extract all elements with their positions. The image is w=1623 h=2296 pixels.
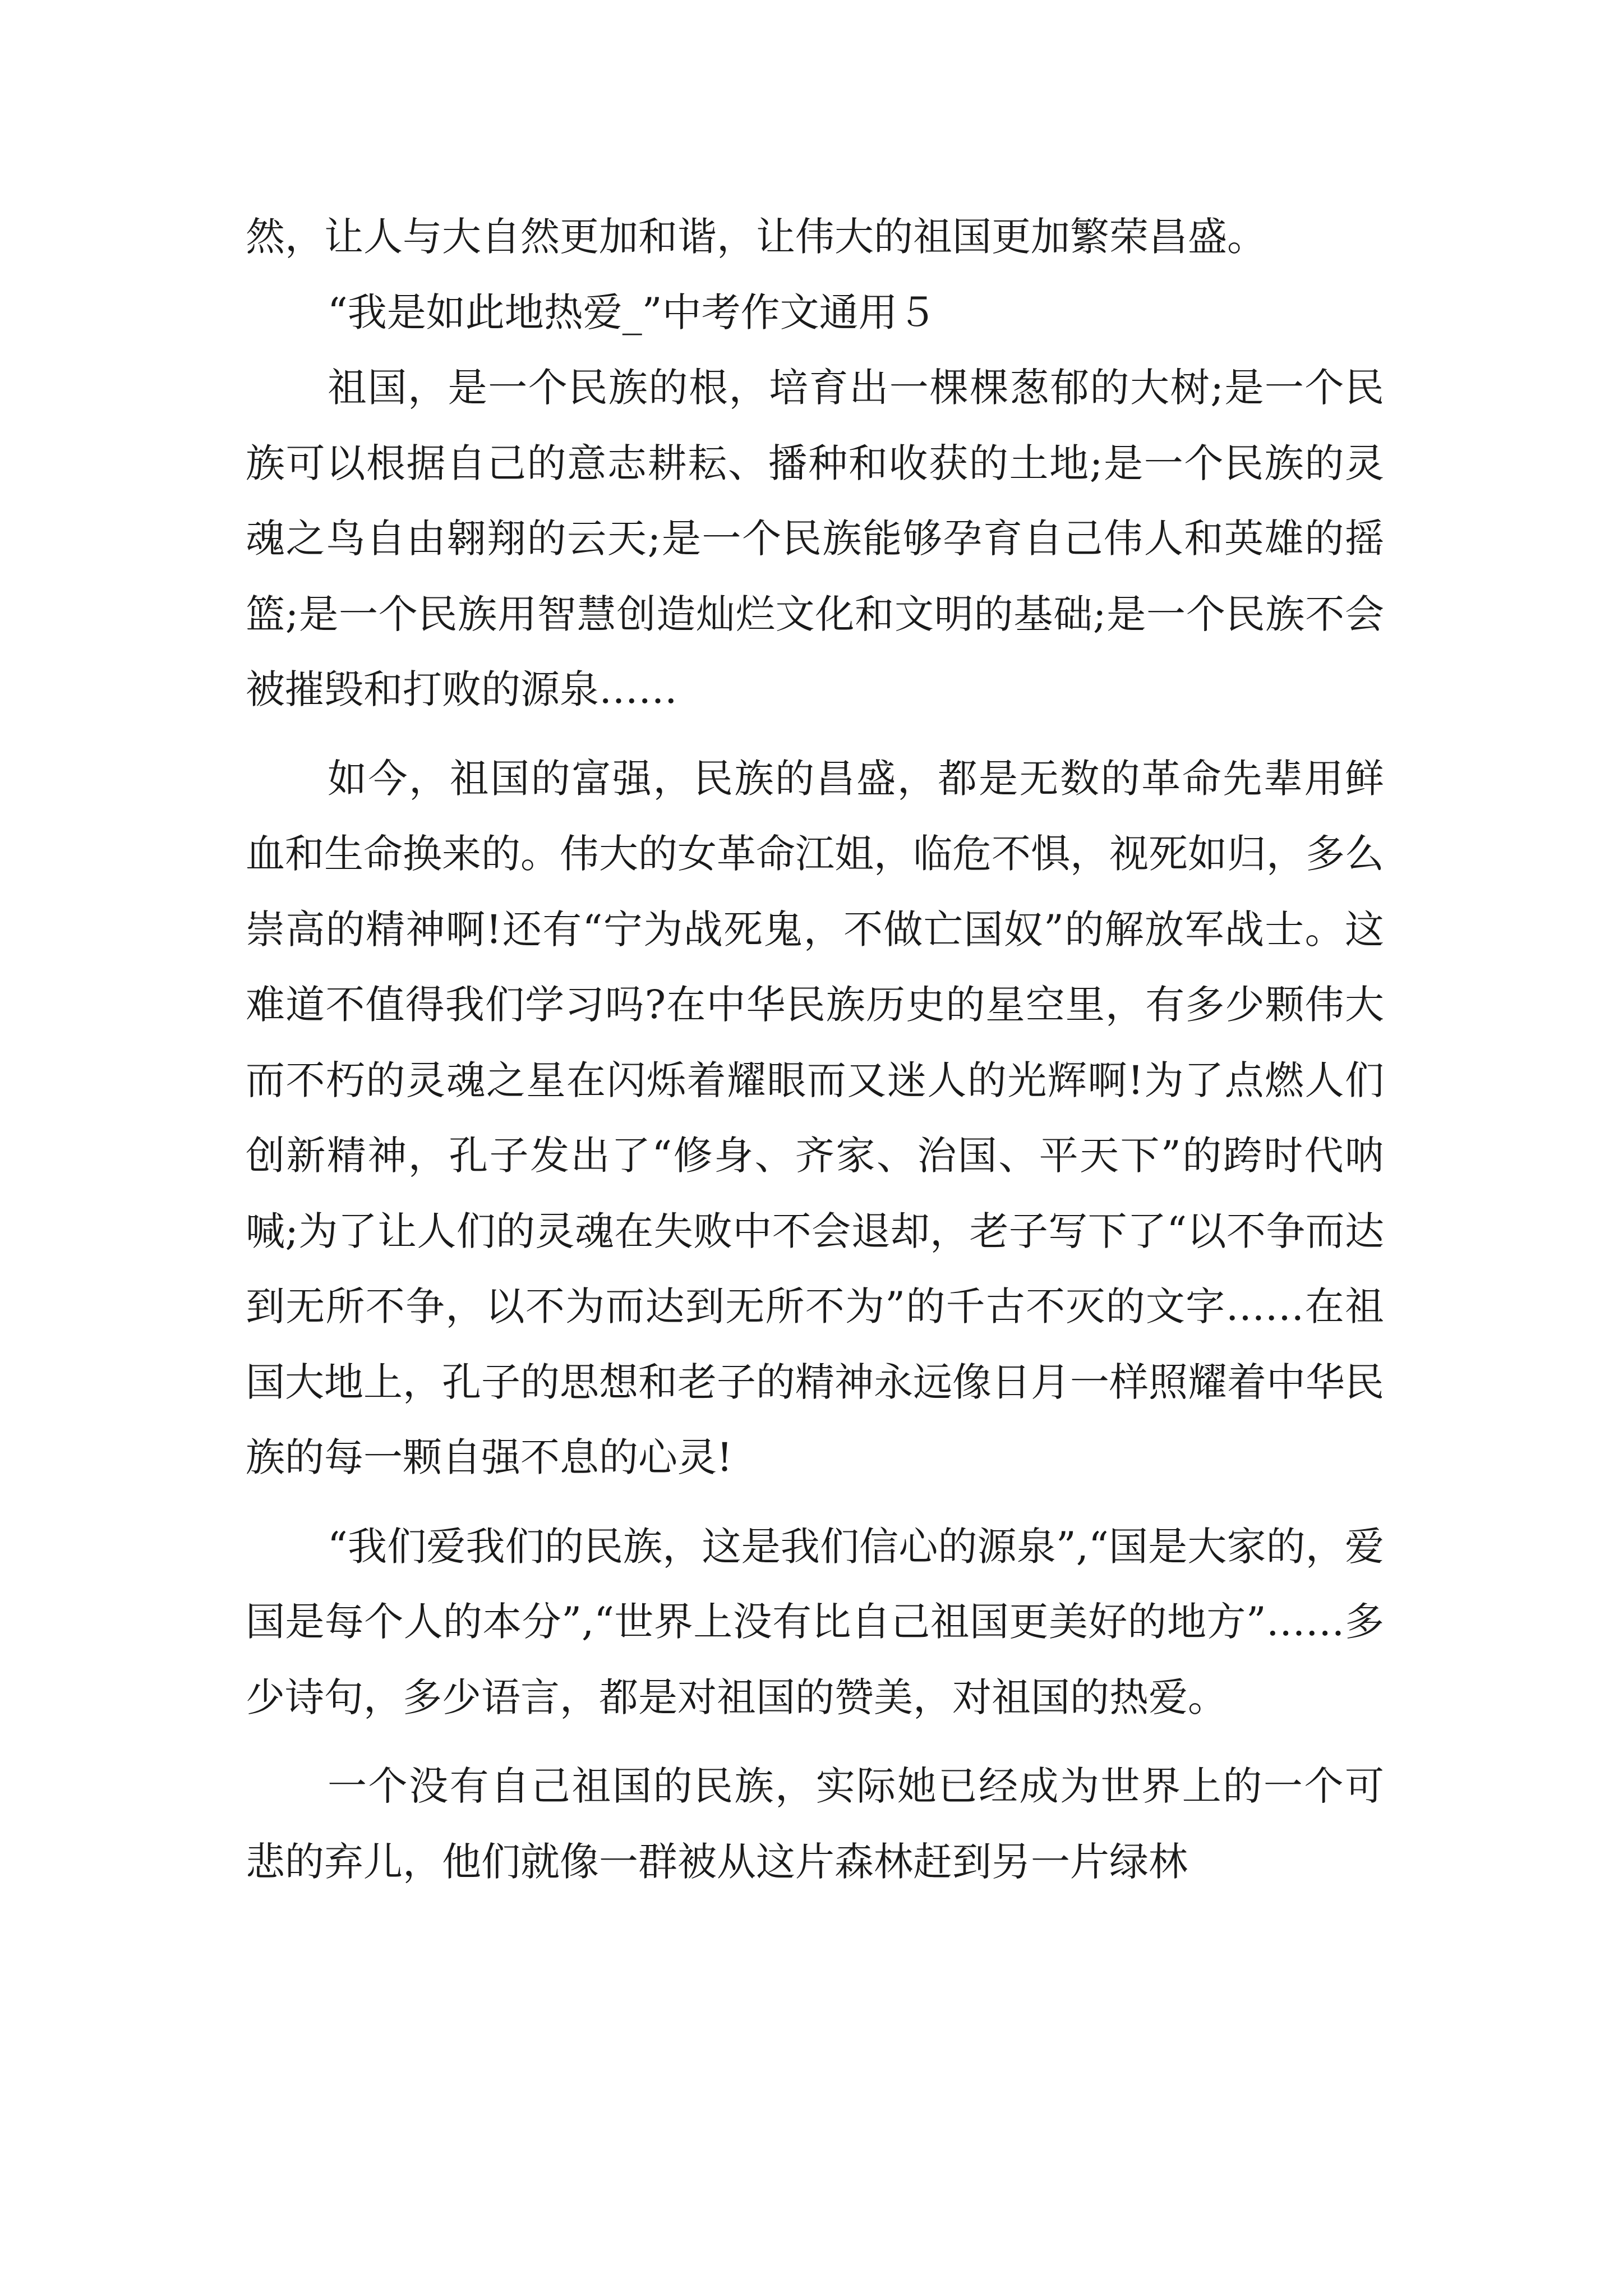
essay-body xyxy=(246,199,1384,1899)
essay-title: “我是如此地热爱_”中考作文通用５ xyxy=(328,289,937,335)
paragraph-revolutionary-ancestors: 如今，祖国的富强，民族的昌盛，都是无数的革命先辈用鲜血和生命换来的。伟大的女革命江姐，临危不惧，视死如归，多么崇高的精神啊!还有“宁为战死鬼，不做亡国奴”的解放军战士。这难道不值得我们学习吗?在中华民族历史的星空里，有多少颗伟大而不朽的灵魂之星在闪烁着耀眼而又迷人的光辉啊!为了点燃人们创新精神，孔子发出了“修身、齐家、治国、平天下”的跨时代呐喊;为了让人们的灵魂在失败中不会退却，老子写下了“以不争而达到无所不争，以不为而达到无所不为”的千古不灭的文字……在祖国大地上，孔子的思想和老子的精神永远像日月一样照耀着中华民族的每一颗自强不息的心灵! xyxy=(246,755,1384,1480)
paragraph-quotes: “我们爱我们的民族，这是我们信心的源泉”,“国是大家的，爱国是每个人的本分”,“世界上没有比自己祖国更美好的地方”……多少诗句，多少语言，都是对祖国的赞美，对祖国的热爱。 xyxy=(246,1523,1384,1720)
paragraph-nation-without-motherland: 一个没有自己祖国的民族，实际她已经成为世界上的一个可悲的弃儿，他们就像一群被从这片森林赶到另一片绿林 xyxy=(246,1763,1384,1885)
paragraph-motherland-root: 祖国，是一个民族的根，培育出一棵棵葱郁的大树;是一个民族可以根据自己的意志耕耘、播种和收获的土地;是一个民族的灵魂之鸟自由翱翔的云天;是一个民族能够孕育自己伟人和英雄的摇篮;是一个民族用智慧创造灿烂文化和文明的基础;是一个民族不会被摧毁和打败的源泉…… xyxy=(246,365,1384,712)
paragraph-continuation: 然，让人与大自然更加和谐，让伟大的祖国更加繁荣昌盛。 xyxy=(246,214,1266,260)
